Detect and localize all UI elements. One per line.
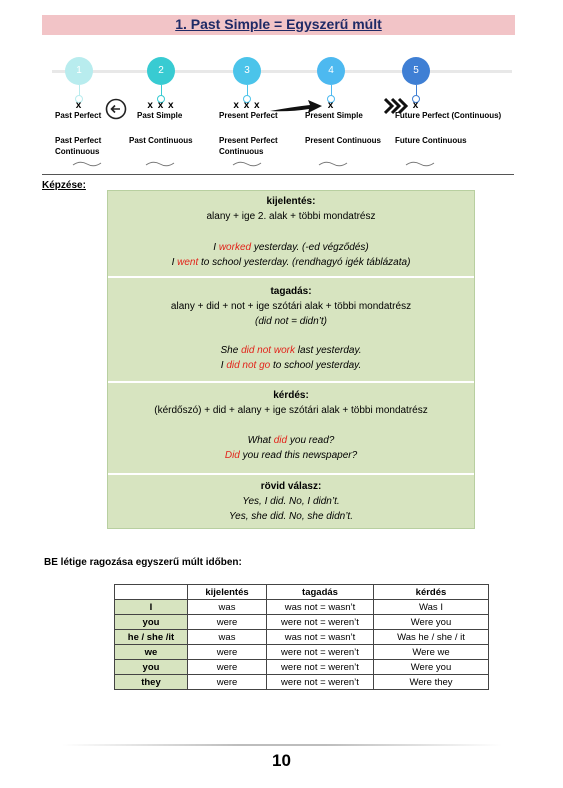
page-title: 1. Past Simple = Egyszerű múlt bbox=[175, 16, 382, 32]
negative-formula: alany + did + not + ige szótári alak + többi mondatrész bbox=[170, 301, 412, 312]
table-cell: Was I bbox=[374, 600, 489, 615]
title-bar bbox=[42, 15, 515, 35]
table-cell: were bbox=[188, 645, 267, 660]
timeline-divider bbox=[42, 174, 514, 175]
table-cell: Were you bbox=[374, 660, 489, 675]
timeline-marks: x bbox=[75, 100, 83, 111]
timeline-marks: x bbox=[327, 100, 335, 111]
table-cell: were not = weren’t bbox=[267, 675, 374, 690]
forward-arrow-icon bbox=[270, 99, 322, 115]
row-label-cell: he / she /it bbox=[115, 630, 188, 645]
table-cell: were bbox=[188, 660, 267, 675]
table-cell: was bbox=[188, 600, 267, 615]
table-cell: was not = wasn’t bbox=[267, 600, 374, 615]
statement-heading: kijelentés: bbox=[266, 196, 316, 207]
timeline-label: Future Perfect (Continuous) bbox=[395, 111, 502, 120]
timeline-node-2: 2 bbox=[147, 57, 175, 85]
negative-example-1: She did not work last yesterday. bbox=[220, 345, 362, 356]
table-cell: were not = weren’t bbox=[267, 615, 374, 630]
table-cell: were not = weren’t bbox=[267, 645, 374, 660]
table-cell: were not = weren’t bbox=[267, 660, 374, 675]
row-label-cell: we bbox=[115, 645, 188, 660]
question-example-2: Did you read this newspaper? bbox=[224, 450, 358, 461]
timeline-line bbox=[52, 70, 512, 73]
table-row bbox=[115, 675, 489, 690]
timeline-label: Past Perfect bbox=[55, 111, 102, 120]
timeline-node-4: 4 bbox=[317, 57, 345, 85]
header-cell: kijelentés bbox=[188, 585, 267, 600]
header-cell: tagadás bbox=[267, 585, 374, 600]
table-cell: were bbox=[188, 675, 267, 690]
timeline-continuous-label: Past Continuous bbox=[129, 136, 193, 145]
page-number: 10 bbox=[272, 751, 291, 770]
table-row bbox=[115, 630, 489, 645]
grammar-box bbox=[107, 190, 475, 529]
formation-label: Képzése: bbox=[42, 180, 86, 191]
question-example-1: What did you read? bbox=[247, 435, 335, 446]
table-row bbox=[115, 615, 489, 630]
be-conjugation-table bbox=[114, 584, 489, 690]
statement-section bbox=[108, 191, 474, 276]
table-cell: Were you bbox=[374, 615, 489, 630]
row-label-cell: you bbox=[115, 615, 188, 630]
statement-example-2: I went to school yesterday. (rendhagyó igék táblázata) bbox=[171, 257, 411, 268]
question-formula: (kérdőszó) + did + alany + ige szótári alak + többi mondatrész bbox=[154, 405, 428, 416]
timeline-node-1: 1 bbox=[65, 57, 93, 85]
footer-divider bbox=[62, 744, 502, 746]
question-section bbox=[108, 383, 474, 473]
statement-example-1: I worked yesterday. (-ed végződés) bbox=[213, 242, 369, 253]
table-cell: Were we bbox=[374, 645, 489, 660]
table-row bbox=[115, 645, 489, 660]
negative-heading: tagadás: bbox=[270, 286, 312, 297]
row-label-cell: you bbox=[115, 660, 188, 675]
negative-example-2: I did not go to school yesterday. bbox=[220, 360, 362, 371]
timeline-node-5: 5 bbox=[402, 57, 430, 85]
timeline-node-3: 3 bbox=[233, 57, 261, 85]
be-table-title: BE létige ragozása egyszerű múlt időben: bbox=[44, 557, 242, 568]
wave-icon bbox=[145, 160, 175, 168]
short-answer-line-2: Yes, she did. No, she didn’t. bbox=[229, 511, 353, 522]
timeline-continuous-label: Past Perfect Continuous bbox=[55, 136, 102, 156]
table-row bbox=[115, 600, 489, 615]
statement-formula: alany + ige 2. alak + többi mondatrész bbox=[206, 211, 376, 222]
short-answer-line-1: Yes, I did. No, I didn’t. bbox=[242, 496, 340, 507]
timeline-marks: x bbox=[412, 100, 420, 111]
timeline-marks: x x x bbox=[147, 100, 175, 111]
table-cell: were bbox=[188, 615, 267, 630]
wave-icon bbox=[318, 160, 348, 168]
table-header-row bbox=[115, 585, 489, 600]
left-arrow-icon bbox=[105, 98, 127, 120]
timeline-label: Past Simple bbox=[137, 111, 183, 120]
table-cell: was not = wasn’t bbox=[267, 630, 374, 645]
negative-section bbox=[108, 278, 474, 381]
table-cell: was bbox=[188, 630, 267, 645]
timeline-marks: x x x bbox=[233, 100, 261, 111]
wave-icon bbox=[405, 160, 435, 168]
question-heading: kérdés: bbox=[273, 390, 309, 401]
row-label-cell: they bbox=[115, 675, 188, 690]
table-row bbox=[115, 660, 489, 675]
negative-note: (did not = didn’t) bbox=[255, 316, 327, 327]
short-answer-section bbox=[108, 475, 474, 528]
table-cell: Was he / she / it bbox=[374, 630, 489, 645]
header-cell: kérdés bbox=[374, 585, 489, 600]
timeline-label: Present Simple bbox=[305, 111, 363, 120]
row-label-cell: I bbox=[115, 600, 188, 615]
wave-icon bbox=[72, 160, 102, 168]
short-answer-heading: rövid válasz: bbox=[260, 481, 322, 492]
header-cell bbox=[115, 585, 188, 600]
timeline-continuous-label: Future Continuous bbox=[395, 136, 467, 145]
timeline-label: Present Perfect bbox=[219, 111, 278, 120]
table-cell: Were they bbox=[374, 675, 489, 690]
timeline-continuous-label: Present Continuous bbox=[305, 136, 382, 145]
wave-icon bbox=[232, 160, 262, 168]
timeline-continuous-label: Present Perfect Continuous bbox=[219, 136, 278, 156]
triple-chevron-icon bbox=[384, 97, 410, 115]
